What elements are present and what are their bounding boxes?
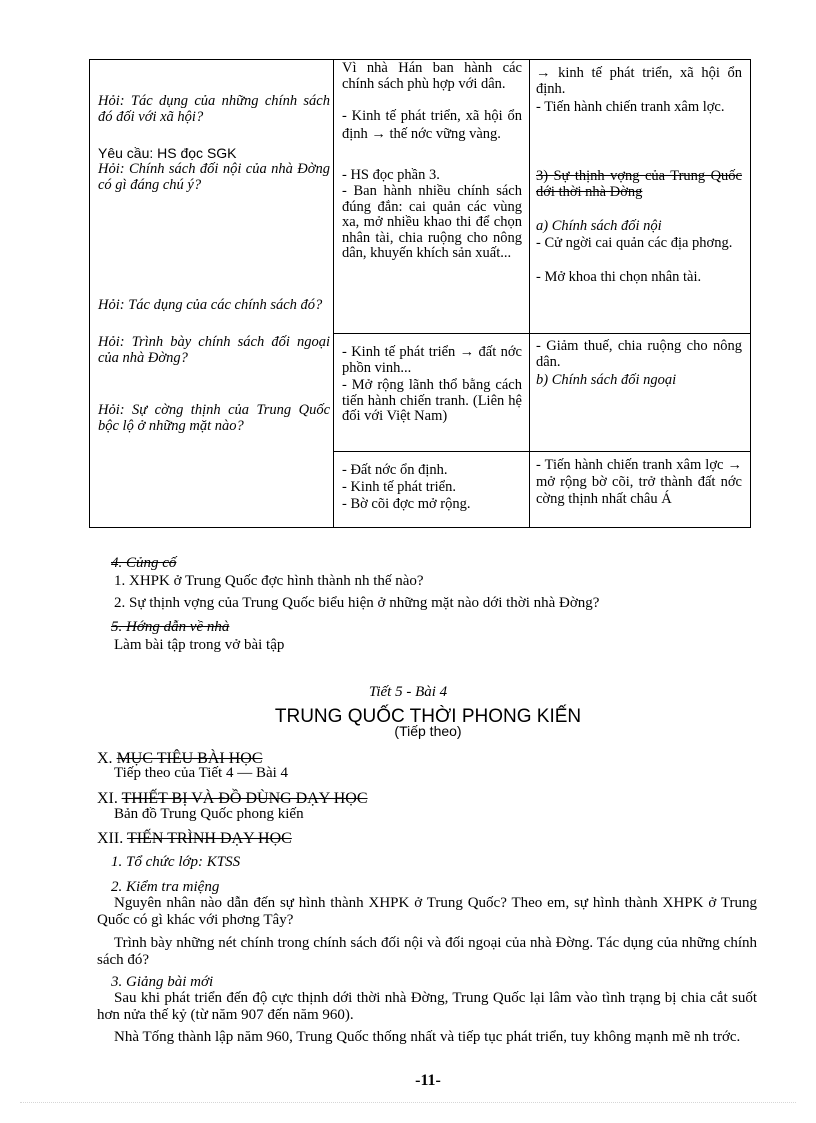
heading-domestic-policy: a) Chính sách đối nội	[536, 218, 662, 234]
heading-foreign-policy: b) Chính sách đối ngoại	[536, 372, 677, 388]
heading-tang-prosperity: 3) Sự thịnh vợng của Trung Quốc dới thời nhà Đờng	[536, 168, 742, 200]
homework-text: Làm bài tập trong vở bài tập	[114, 637, 285, 653]
equipment-title: THIẾT BỊ VÀ ĐỒ DÙNG DẠY HỌC	[121, 790, 368, 807]
new-lesson-paragraph-2: Nhà Tống thành lập năm 960, Trung Quốc thống nhất và tiếp tục phát triển, tuy không mạnh mẽ nh trớc.	[114, 1029, 741, 1045]
oral-check-question-2: Trình bày những nét chính trong chính sách đối nội và đối ngoại của nhà Đờng. Tác dụng của những chính sách đó?	[97, 935, 757, 968]
page-number: -11-	[415, 1072, 441, 1089]
column-divider	[529, 60, 530, 527]
process-title: TIẾN TRÌNH DẠY HỌC	[126, 830, 292, 847]
lesson-table	[89, 59, 751, 528]
oral-check-question-1: Nguyên nhân nào dẫn đến sự hình thành XHPK ở Trung Quốc? Theo em, sự hình thành XHPK ở Trung Quốc có gì khác với phơng Tây?	[97, 895, 757, 928]
question-domestic-policy: Hỏi: Chính sách đối nội của nhà Đờng có gì đáng chú ý?	[98, 161, 330, 193]
process-number: XII.	[97, 830, 124, 847]
answer-border-expanded: - Bờ cõi đợc mở rộng.	[342, 496, 471, 512]
note-expand-border: - Tiến hành chiến tranh xâm lợc → mở rộng bờ cõi, trở thành đất nớc cờng thịnh nhất châu Á	[536, 457, 742, 507]
objectives-number: X.	[97, 750, 113, 767]
objectives-text: Tiếp theo của Tiết 4 — Bài 4	[114, 765, 289, 781]
question-effect-policies: Hỏi: Tác dụng của những chính sách đó đối với xã hội?	[98, 93, 330, 125]
lesson-subtitle: (Tiếp theo)	[394, 723, 462, 739]
answer-read-part3: - HS đọc phần 3.	[342, 167, 440, 183]
footer-divider	[20, 1102, 796, 1103]
question-foreign-policy: Hỏi: Trình bày chính sách đối ngoại của nhà Đờng?	[98, 334, 330, 366]
note-economy-develop: → kinh tế phát triển, xã hội ổn định.	[536, 65, 742, 97]
new-lesson-paragraph-1: Sau khi phát triển đến độ cực thịnh dới thời nhà Đờng, Trung Quốc lại lâm vào tình trạng bị chia cắt suốt hơn nửa thế kỷ (từ năm 907 đến năm 960).	[97, 990, 757, 1023]
note-aggressive-war: - Tiến hành chiến tranh xâm lợc.	[536, 99, 725, 115]
answer-stable-society: - Kinh tế phát triển, xã hội ổn định → thế nớc vững vàng.	[342, 108, 522, 142]
lesson-period: Tiết 5 - Bài 4	[368, 684, 448, 700]
note-reduce-tax: - Giảm thuế, chia ruộng cho nông dân.	[536, 338, 742, 370]
homework-heading: 5. Hớng dẫn về nhà	[111, 619, 230, 635]
consolidate-question-2: 2. Sự thịnh vợng của Trung Quốc biểu hiện ở những mặt nào dới thời nhà Đờng?	[114, 595, 600, 611]
equipment-number: XI.	[97, 790, 118, 807]
process-step-1: 1. Tổ chức lớp: KTSS	[111, 854, 241, 870]
answer-expand-territory: - Mở rộng lãnh thổ bằng cách tiến hành chiến tranh. (Liên hệ đối với Việt Nam)	[342, 377, 522, 424]
note-open-exams: - Mở khoa thi chọn nhân tài.	[536, 269, 702, 285]
row-divider	[334, 333, 751, 334]
column-divider	[333, 60, 334, 527]
answer-han-policies: Vì nhà Hán ban hành các chính sách phù hợp với dân.	[342, 60, 522, 92]
answer-stable-country: - Đất nớc ổn định.	[342, 462, 448, 478]
requirement-read-textbook: Yêu cầu: HS đọc SGK	[98, 145, 237, 161]
answer-economy-develop: - Kinh tế phát triển.	[342, 479, 456, 495]
consolidate-heading: 4. Củng cố	[111, 555, 177, 571]
equipment-text: Bản đồ Trung Quốc phong kiến	[114, 806, 304, 822]
process-heading	[97, 830, 292, 848]
consolidate-question-1: 1. XHPK ở Trung Quốc đợc hình thành nh thế nào?	[114, 573, 424, 589]
note-appoint-officials: - Cử ngời cai quản các địa phơng.	[536, 235, 733, 251]
question-effect-tang-policies: Hỏi: Tác dụng của các chính sách đó?	[98, 297, 323, 313]
row-divider	[334, 451, 751, 452]
process-step-2: 2. Kiểm tra miệng	[111, 879, 220, 895]
answer-correct-policies: - Ban hành nhiều chính sách đúng đắn: cai quản các vùng xa, mở nhiều khao thi để chọn nhân tài, chia ruộng cho nông dân, khuyến khích sản xuất...	[342, 183, 522, 261]
process-step-3: 3. Giảng bài mới	[111, 974, 214, 990]
question-prosperity: Hỏi: Sự cờng thịnh của Trung Quốc bộc lộ ở những mặt nào?	[98, 402, 330, 434]
answer-economy-prosper: - Kinh tế phát triển → đất nớc phồn vinh...	[342, 344, 522, 376]
lesson-title: TRUNG QUỐC THỜI PHONG KIẾN	[274, 706, 582, 727]
objectives-title: MỤC TIÊU BÀI HỌC	[116, 750, 263, 767]
